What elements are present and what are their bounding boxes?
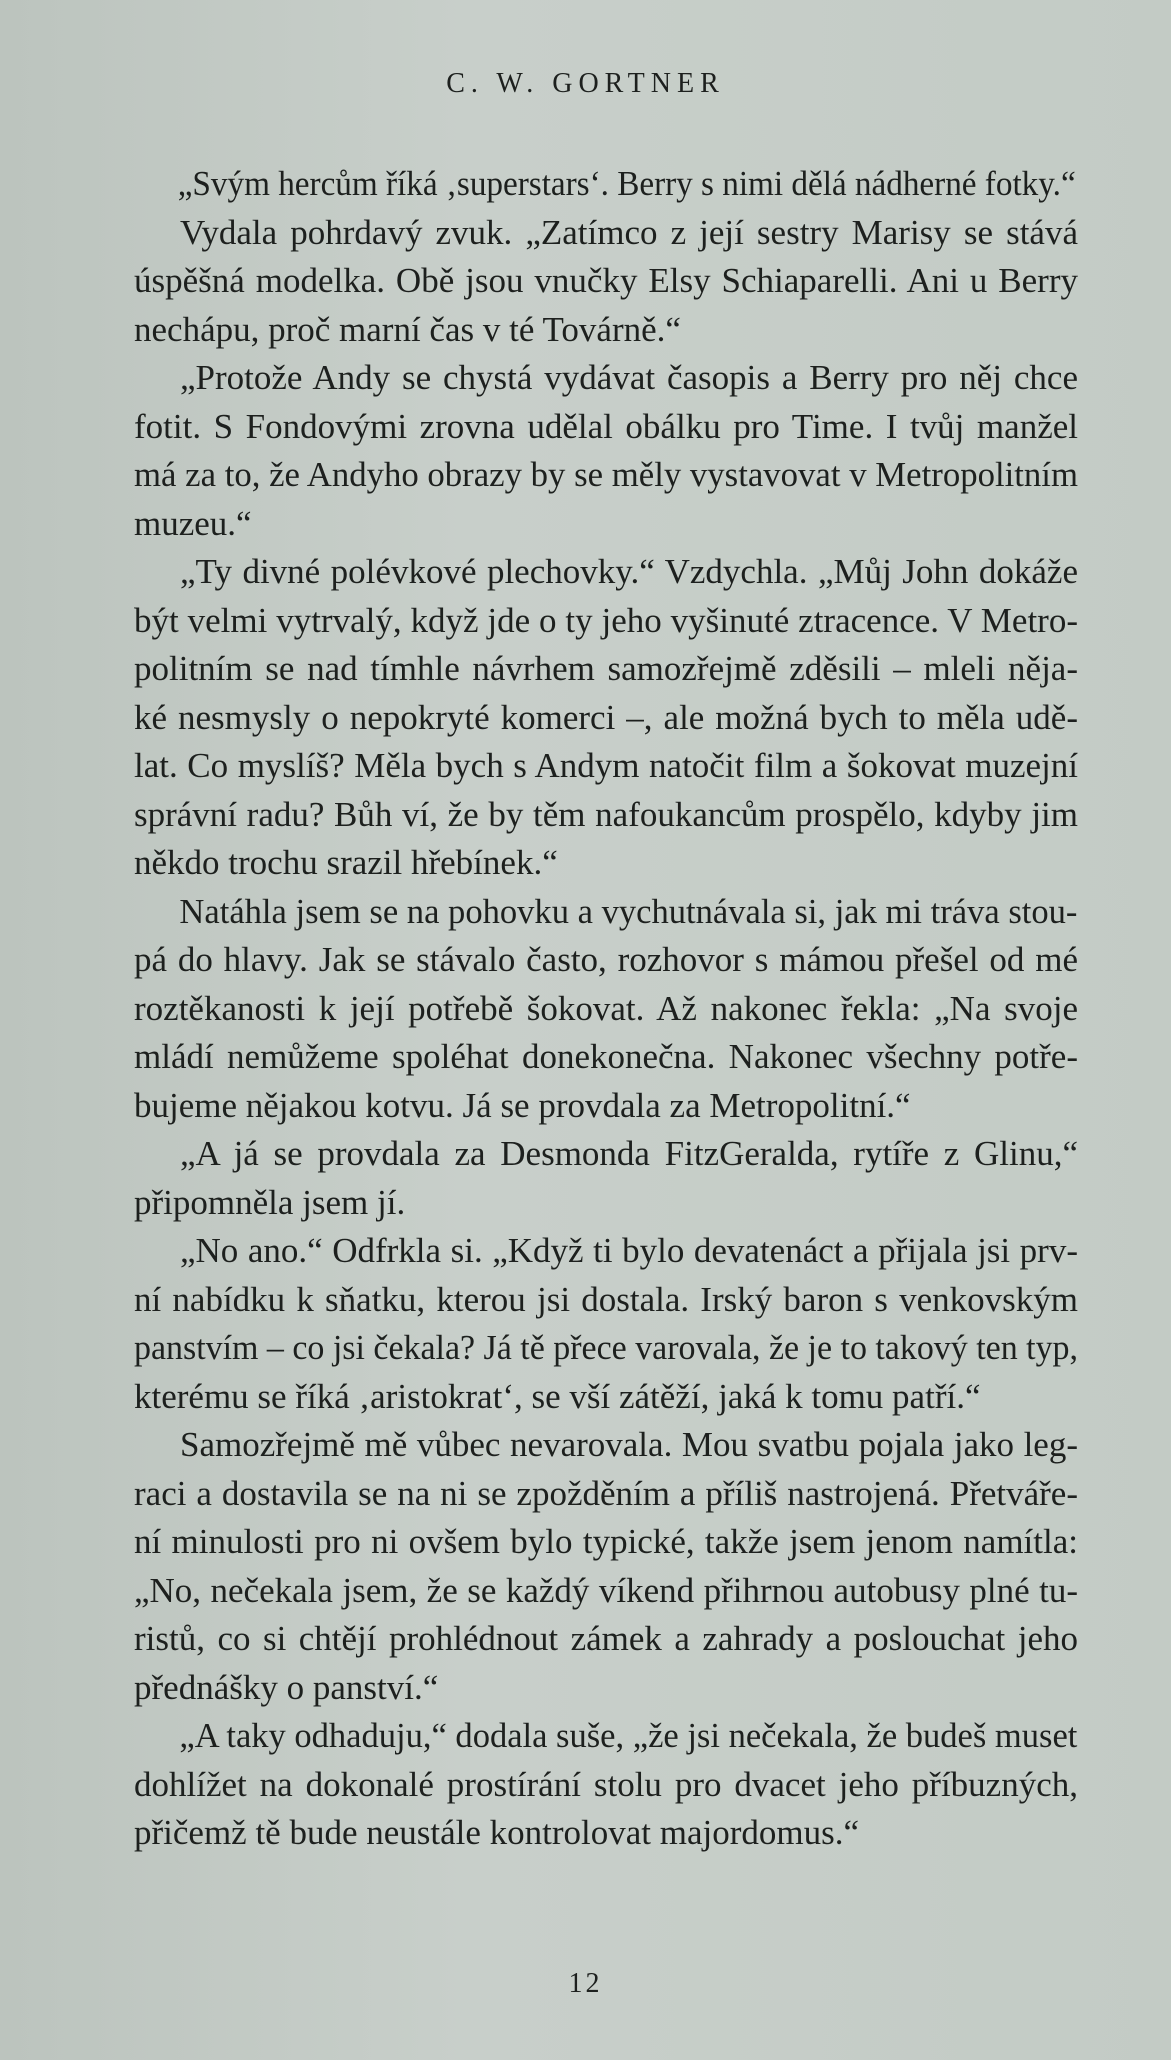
running-header: C. W. GORTNER [446,68,725,99]
text-line: „No, nečekala jsem, že se každý víkend přihrnou autobusy plné tu- [134,1570,1078,1610]
text-line: správní radu? Bůh ví, že by těm nafoukancům prospělo, kdyby jim [134,794,1078,834]
text-line: pá do hlavy. Jak se stávalo často, rozhovor s mámou přešel od mé [134,940,1078,979]
text-line: Samozřejmě mě vůbec nevarovala. Mou svatbu pojala jako leg- [180,1425,1078,1464]
text-line: roztěkanosti k její potřebě šokovat. Až nakonec řekla: „Na svoje [134,988,1078,1028]
text-line: bujeme nějakou kotvu. Já se provdala za Metropolitní.“ [134,1085,911,1125]
text-line: politním se nad tímhle návrhem samozřejmě zděsili – mleli něja- [134,649,1078,688]
text-line: přednášky o panství.“ [134,1667,439,1707]
text-line: „Svým hercům říká ‚superstars‘. Berry s nimi dělá nádherné fotky.“ [177,164,1076,203]
text-line: Vydala pohrdavý zvuk. „Zatímco z její sestry Marisy se stává [180,212,1078,252]
text-line: být velmi vytrvalý, když jde o ty jeho vyšinuté ztracence. V Metro- [134,600,1078,640]
text-line: lat. Co myslíš? Měla bych s Andym natočit film a šokovat muzejní [134,746,1078,785]
text-line: „Protože Andy se chystá vydávat časopis a Berry pro něj chce [180,358,1078,397]
text-line: „No ano.“ Odfrkla si. „Když ti bylo devatenáct a přijala jsi prv- [180,1231,1078,1270]
text-line: raci a dostavila se na ni se zpožděním a příliš nastrojená. Přetváře- [134,1473,1078,1513]
text-line: má za to, že Andyho obrazy by se měly vystavovat v Metropolitním [134,455,1078,494]
text-line: „A já se provdala za Desmonda FitzGeralda, rytíře z Glinu,“ [180,1134,1078,1173]
text-line: připomněla jsem jí. [134,1182,406,1222]
text-line: „Ty divné polévkové plechovky.“ Vzdychla. „Můj John dokáže [180,552,1078,591]
text-line: mládí nemůžeme spoléhat donekonečna. Nakonec všechny potře- [134,1037,1078,1076]
text-line: Natáhla jsem se na pohovku a vychutnávala si, jak mi tráva stou- [179,891,1078,931]
page-number: 12 [568,1968,603,1999]
text-line: „A taky odhaduju,“ dodala suše, „že jsi nečekala, že budeš muset [179,1716,1078,1755]
text-line: kterému se říká ‚aristokrat‘, se vší zátěží, jaká k tomu patří.“ [134,1376,981,1416]
text-line: úspěšná modelka. Obě jsou vnučky Elsy Schiaparelli. Ani u Berry [134,261,1078,300]
text-line: někdo trochu srazil hřebínek.“ [134,843,558,882]
text-line: ní nabídku k sňatku, kterou jsi dostala. Irský baron s venkovským [134,1279,1078,1319]
text-line: muzeu.“ [134,503,252,543]
text-line: ké nesmysly o nepokryté komerci –, ale možná bych to měla udě- [134,697,1078,737]
text-line: ní minulosti pro ni ovšem bylo typické, takže jsem jenom namítla: [134,1522,1078,1561]
text-line: přičemž tě bude neustále kontrolovat majordomus.“ [134,1813,860,1852]
body-text [134,160,1078,1858]
text-line: fotit. S Fondovými zrovna udělal obálku pro Time. I tvůj manžel [134,406,1078,446]
text-line: nechápu, proč marní čas v té Továrně.“ [134,309,681,349]
text-line: panstvím – co jsi čekala? Já tě přece varovala, že je to takový ten typ, [134,1328,1078,1367]
text-line: ristů, co si chtějí prohlédnout zámek a zahrady a poslouchat jeho [134,1619,1078,1658]
text-line: dohlížet na dokonalé prostírání stolu pro dvacet jeho příbuzných, [134,1764,1078,1804]
